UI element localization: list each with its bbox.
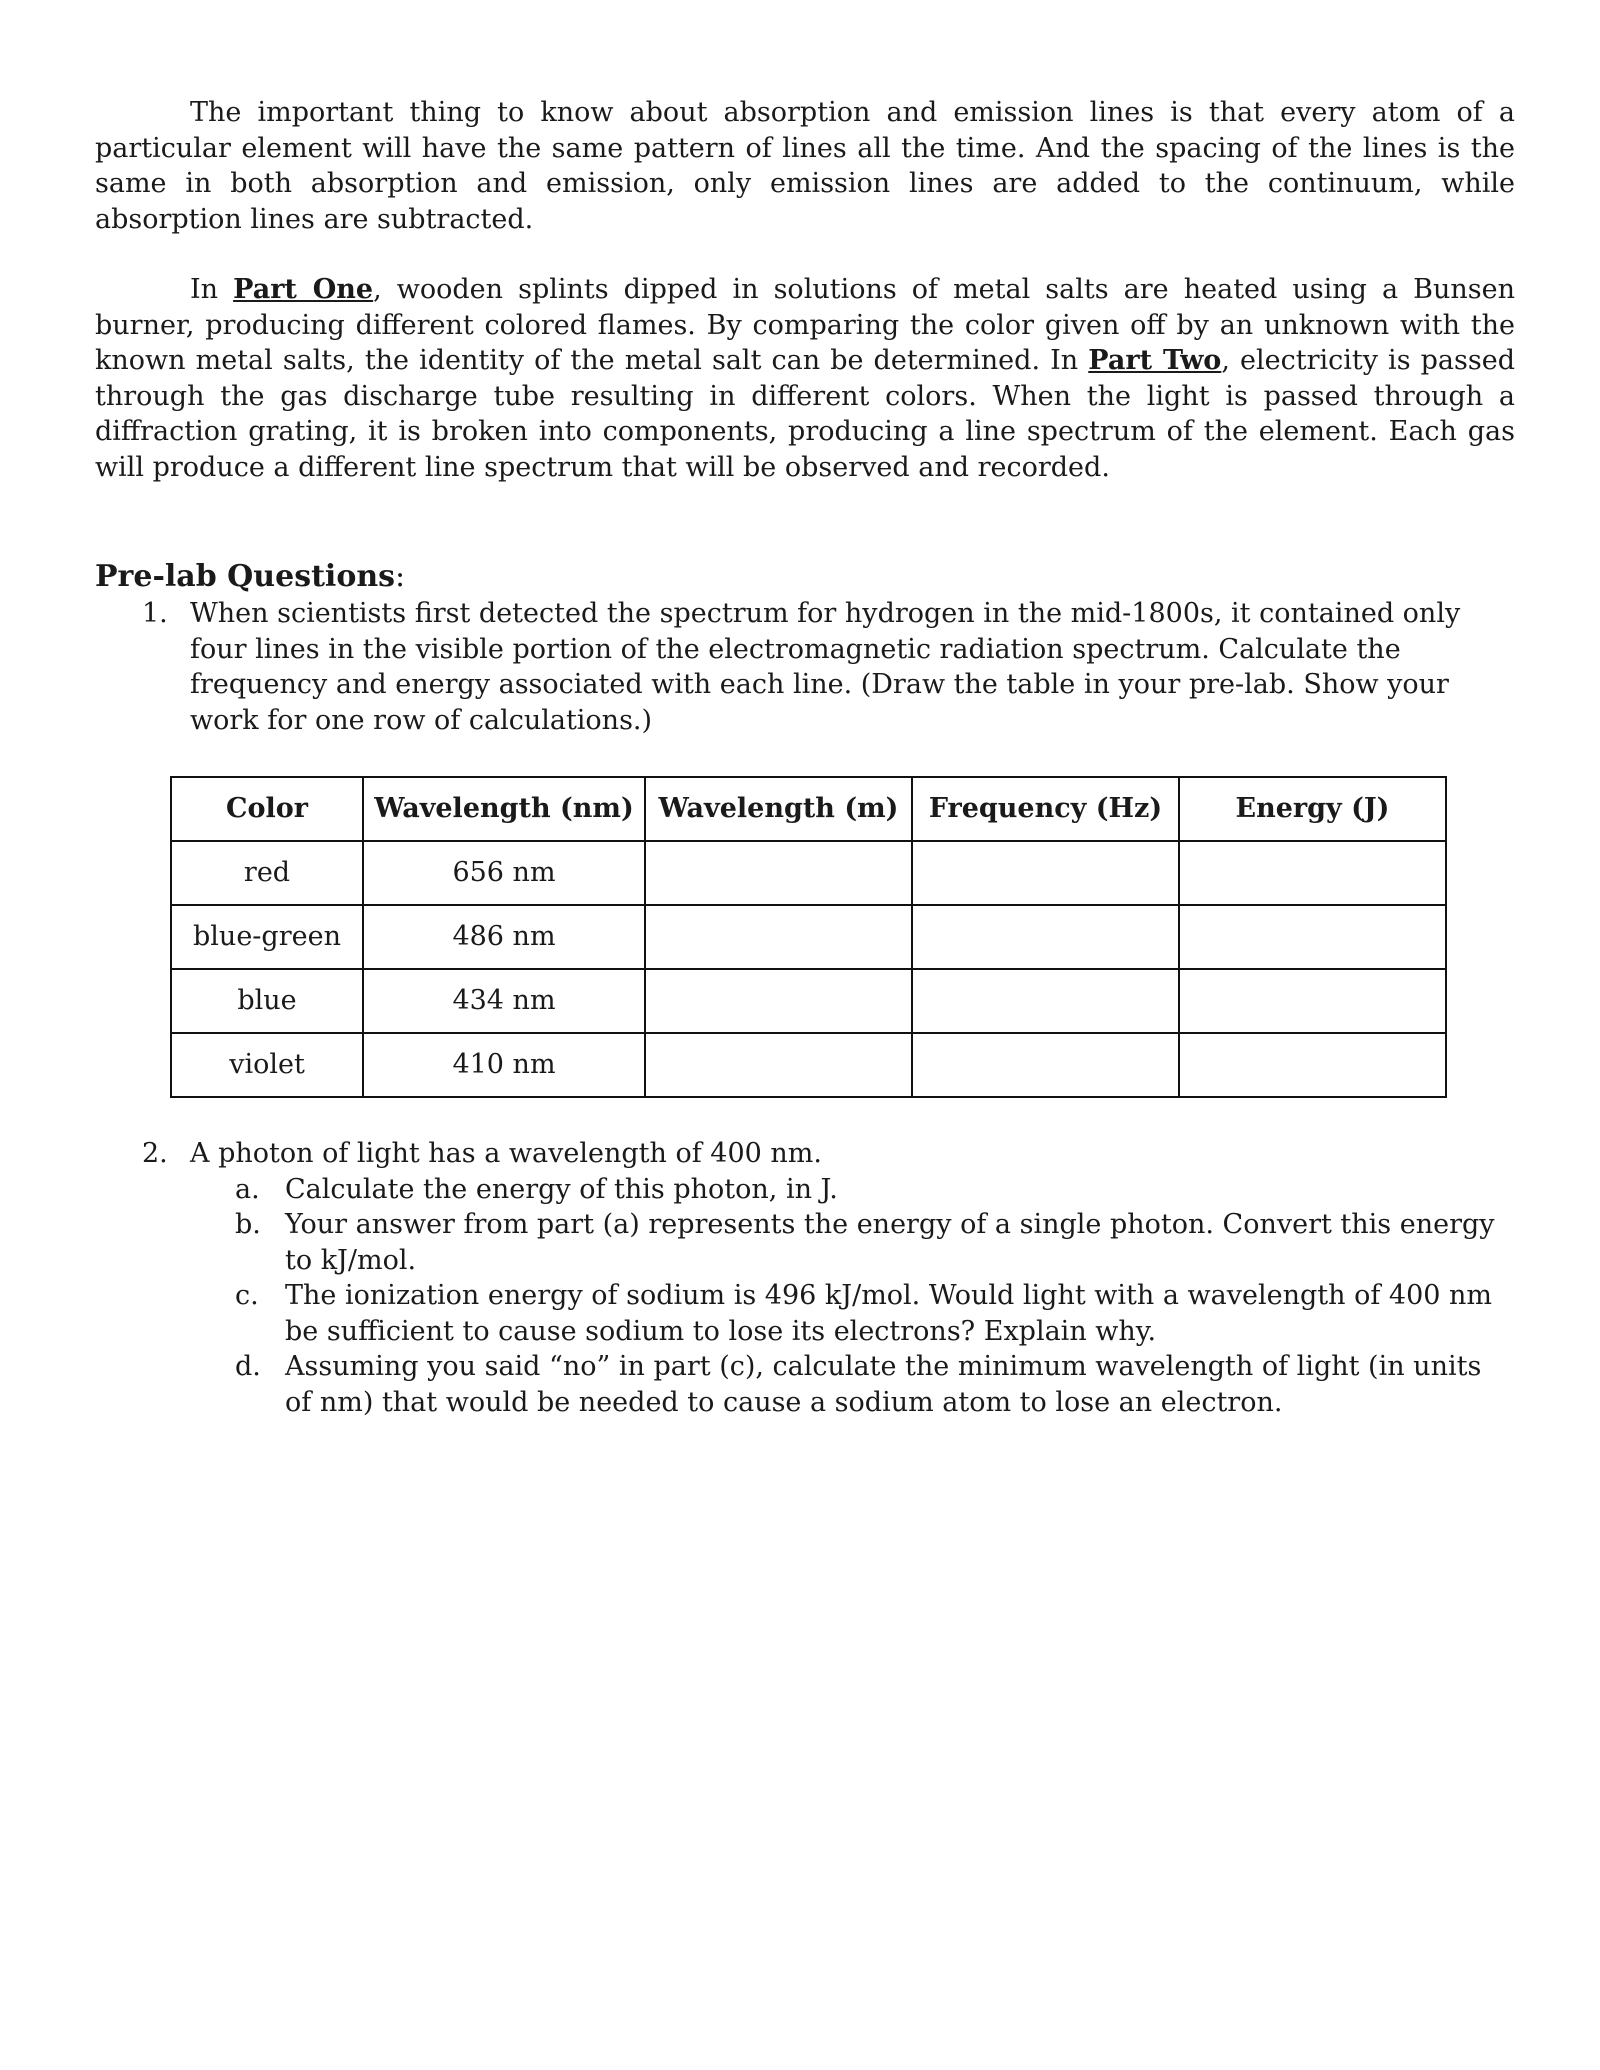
table-cell (912, 905, 1179, 969)
sub-question-letter: b. (235, 1209, 261, 1240)
column-header: Wavelength (nm) (363, 777, 645, 841)
table-cell: 434 nm (363, 969, 645, 1033)
table-header-row (171, 777, 1446, 841)
sub-question-c (190, 1278, 1515, 1349)
table-cell: red (171, 841, 363, 905)
sub-question-text: The ionization energy of sodium is 496 kJ/mol. Would light with a wavelength of 400 nm be sufficient to cause sodium to lose its electrons? Explain why. (285, 1280, 1493, 1347)
question-number: 2. (142, 1138, 168, 1169)
table-row (171, 1033, 1446, 1097)
table-cell (1179, 1033, 1446, 1097)
question-number: 1. (142, 598, 168, 629)
sub-question-list (190, 1172, 1515, 1421)
question-list (95, 1136, 1515, 1420)
table-cell (912, 1033, 1179, 1097)
table-cell (645, 905, 912, 969)
prelab-heading-text: Pre-lab Questions (95, 559, 396, 594)
sub-question-letter: d. (235, 1351, 261, 1382)
table-row (171, 841, 1446, 905)
column-header: Energy (J) (1179, 777, 1446, 841)
paragraph-text: , electricity is passed through the gas discharge tube resulting in different colors. When the light is passed through a diffraction grating, it is broken into components, producing a line spectrum of the element. Each gas will produce a different line spectrum that will be observed and recorded. (95, 345, 1515, 483)
table-cell (1179, 905, 1446, 969)
sub-question-a (190, 1172, 1515, 1208)
table-cell (645, 841, 912, 905)
part-two-label: Part Two (1088, 345, 1222, 376)
prelab-heading (95, 558, 1515, 596)
table-cell: violet (171, 1033, 363, 1097)
paragraph-text: In (190, 274, 234, 305)
question-text: A photon of light has a wavelength of 400 nm. (190, 1138, 822, 1169)
intro-paragraph-procedure (95, 272, 1515, 485)
prelab-heading-colon: : (395, 559, 406, 594)
table-row (171, 905, 1446, 969)
table-cell: 410 nm (363, 1033, 645, 1097)
part-one-label: Part One (233, 274, 374, 305)
sub-question-letter: c. (235, 1280, 259, 1311)
paragraph-text: , wooden splints dipped in solutions of metal salts are heated using a Bunsen burner, producing different colored flames. By comparing the color given off by an unknown with the known metal salts, the identity of the metal salt can be determined. In (95, 274, 1515, 376)
table-cell (912, 841, 1179, 905)
table-cell (1179, 841, 1446, 905)
sub-question-d (190, 1349, 1515, 1420)
table-cell: blue (171, 969, 363, 1033)
sub-question-b (190, 1207, 1515, 1278)
sub-question-text: Calculate the energy of this photon, in J. (285, 1173, 838, 1205)
table-cell (1179, 969, 1446, 1033)
table-cell (645, 1033, 912, 1097)
question-2 (95, 1136, 1515, 1420)
column-header: Color (171, 777, 363, 841)
sub-question-letter: a. (235, 1173, 260, 1205)
table-cell: blue-green (171, 905, 363, 969)
question-1 (95, 596, 1515, 738)
table-row (171, 969, 1446, 1033)
table-cell (912, 969, 1179, 1033)
question-text: When scientists first detected the spectrum for hydrogen in the mid-1800s, it contained only four lines in the visible portion of the electromagnetic radiation spectrum. Calculate the frequency and energy associated with each line. (Draw the table in your pre-lab. Show your work for one row of calculations.) (190, 598, 1461, 736)
table-cell (645, 969, 912, 1033)
hydrogen-lines-table (170, 776, 1447, 1098)
table-cell: 656 nm (363, 841, 645, 905)
sub-question-text: Your answer from part (a) represents the energy of a single photon. Convert this energy to kJ/mol. (285, 1209, 1495, 1276)
document-page (95, 95, 1515, 1420)
table-cell: 486 nm (363, 905, 645, 969)
column-header: Frequency (Hz) (912, 777, 1179, 841)
question-list (95, 596, 1515, 738)
column-header: Wavelength (m) (645, 777, 912, 841)
sub-question-text: Assuming you said “no” in part (c), calculate the minimum wavelength of light (in units of nm) that would be needed to cause a sodium atom to lose an electron. (285, 1351, 1482, 1418)
intro-paragraph-absorption: The important thing to know about absorption and emission lines is that every atom of a particular element will have the same pattern of lines all the time. And the spacing of the lines is the same in both absorption and emission, only emission lines are added to the continuum, while absorption lines are subtracted. (95, 97, 1515, 235)
